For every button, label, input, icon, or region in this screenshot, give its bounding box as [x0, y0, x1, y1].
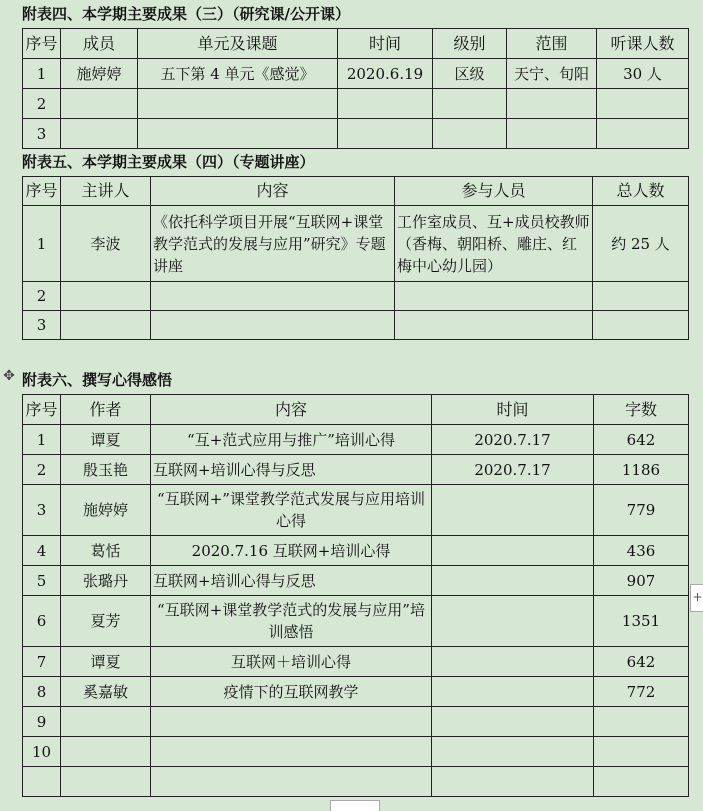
table-cell[interactable]: “互联网+课堂教学范式的发展与应用”培训感悟 [151, 596, 432, 647]
table-cell[interactable] [433, 119, 507, 149]
table6-header-cell: 作者 [61, 395, 151, 425]
table-cell[interactable]: 3 [23, 485, 61, 536]
table-cell[interactable] [23, 767, 61, 797]
table-cell[interactable]: 施婷婷 [61, 59, 138, 89]
table4-header-cell: 范围 [507, 29, 597, 59]
table-cell[interactable]: 772 [594, 677, 689, 707]
table-cell[interactable] [432, 737, 594, 767]
table-cell[interactable] [61, 311, 151, 340]
table-cell[interactable] [432, 707, 594, 737]
table-cell[interactable]: 葛恬 [61, 536, 151, 566]
table-row [23, 707, 689, 737]
table-row [23, 485, 689, 536]
table-cell[interactable]: 约 25 人 [593, 206, 689, 282]
table-cell[interactable] [432, 767, 594, 797]
table5-header-cell: 内容 [151, 177, 395, 206]
table-cell[interactable] [395, 311, 593, 340]
table-cell[interactable] [432, 566, 594, 596]
table-row [23, 455, 689, 485]
table-cell[interactable]: “互联网+”课堂教学范式发展与应用培训心得 [151, 485, 432, 536]
table5-header-cell: 序号 [23, 177, 61, 206]
table4-header-cell: 单元及课题 [138, 29, 338, 59]
table6-title: 附表六、撰写心得感悟 [22, 371, 173, 389]
table4-header-cell: 时间 [338, 29, 433, 59]
table-cell[interactable]: 2020.7.17 [432, 425, 594, 455]
table4-header-cell: 成员 [61, 29, 138, 59]
table-row [23, 425, 689, 455]
table4-header-cell: 级别 [433, 29, 507, 59]
table-row [23, 311, 689, 340]
table-cell[interactable]: 1351 [594, 596, 689, 647]
table-cell[interactable] [138, 119, 338, 149]
table-cell[interactable]: 谭夏 [61, 647, 151, 677]
table-row [23, 89, 689, 119]
table-cell[interactable] [432, 536, 594, 566]
table4-title: 附表四、本学期主要成果（三）（研究课/公开课） [22, 5, 350, 23]
table-cell[interactable]: 1 [23, 59, 61, 89]
table-cell[interactable] [61, 89, 138, 119]
table4-header-cell: 序号 [23, 29, 61, 59]
add-row-icon[interactable]: + [690, 584, 703, 612]
table5-header-row [23, 177, 689, 206]
table-cell[interactable]: 907 [594, 566, 689, 596]
table-cell[interactable]: 779 [594, 485, 689, 536]
table-cell[interactable]: 2020.7.16 互联网+培训心得 [151, 536, 432, 566]
table-cell[interactable] [61, 282, 151, 311]
table-cell[interactable]: 施婷婷 [61, 485, 151, 536]
table-cell[interactable] [433, 89, 507, 119]
table-cell[interactable] [432, 647, 594, 677]
table-cell[interactable]: 《依托科学项目开展“互联网+课堂教学范式的发展与应用”研究》专题讲座 [151, 206, 395, 282]
table-cell[interactable] [151, 767, 432, 797]
table-cell[interactable]: 436 [594, 536, 689, 566]
table-row [23, 737, 689, 767]
table6-header-cell: 时间 [432, 395, 594, 425]
table-cell[interactable] [597, 119, 689, 149]
table-cell[interactable] [593, 282, 689, 311]
table5-header-cell: 参与人员 [395, 177, 593, 206]
table-cell[interactable]: 4 [23, 536, 61, 566]
table-cell[interactable]: 互联网+培训心得与反思 [151, 566, 432, 596]
table-cell[interactable] [61, 737, 151, 767]
table-row [23, 536, 689, 566]
table-cell[interactable]: 1 [23, 206, 61, 282]
table-cell[interactable]: 2020.6.19 [338, 59, 433, 89]
table-cell[interactable]: 3 [23, 119, 61, 149]
table-cell[interactable]: 7 [23, 647, 61, 677]
table-cell[interactable]: 区级 [433, 59, 507, 89]
table-cell[interactable]: 2 [23, 455, 61, 485]
table-cell[interactable] [594, 767, 689, 797]
table-row [23, 566, 689, 596]
table-row [23, 282, 689, 311]
table-cell[interactable] [507, 119, 597, 149]
table6-header-row [23, 395, 689, 425]
table5-title: 附表五、本学期主要成果（四）（专题讲座） [22, 153, 315, 171]
table-cell[interactable] [507, 89, 597, 119]
table-cell[interactable]: 互联网+培训心得与反思 [151, 455, 432, 485]
table-cell[interactable]: 殷玉艳 [61, 455, 151, 485]
table-cell[interactable]: 3 [23, 311, 61, 340]
table-cell[interactable]: 642 [594, 425, 689, 455]
table6 [22, 394, 689, 797]
table-row [23, 767, 689, 797]
table4-header-row [23, 29, 689, 59]
table-cell[interactable] [432, 677, 594, 707]
table-cell[interactable] [597, 89, 689, 119]
table-cell[interactable] [432, 485, 594, 536]
table-cell[interactable]: 谭夏 [61, 425, 151, 455]
table-cell[interactable]: 9 [23, 707, 61, 737]
move-handle-icon[interactable]: ✥ [3, 368, 15, 384]
table-cell[interactable] [594, 737, 689, 767]
table5 [22, 176, 689, 340]
table-cell[interactable] [395, 282, 593, 311]
table-cell[interactable]: 2020.7.17 [432, 455, 594, 485]
table6-header-cell: 内容 [151, 395, 432, 425]
table-cell[interactable] [432, 596, 594, 647]
table6-header-cell: 序号 [23, 395, 61, 425]
table-cell[interactable]: 互联网＋培训心得 [151, 647, 432, 677]
table-cell[interactable] [61, 767, 151, 797]
table-cell[interactable]: 工作室成员、互+成员校教师（香梅、朝阳桥、雕庄、红梅中心幼儿园） [395, 206, 593, 282]
table-cell[interactable]: 夏芳 [61, 596, 151, 647]
table-row [23, 119, 689, 149]
table-cell[interactable] [61, 707, 151, 737]
table-cell[interactable]: 五下第 4 单元《感觉》 [138, 59, 338, 89]
table-cell[interactable] [338, 89, 433, 119]
table-cell[interactable]: “互+范式应用与推广”培训心得 [151, 425, 432, 455]
table-cell[interactable]: 张璐丹 [61, 566, 151, 596]
table-cell[interactable] [594, 707, 689, 737]
table-row [23, 596, 689, 647]
table-row [23, 59, 689, 89]
table-cell[interactable]: 疫情下的互联网教学 [151, 677, 432, 707]
table-cell[interactable]: 8 [23, 677, 61, 707]
table-cell[interactable]: 天宁、旬阳 [507, 59, 597, 89]
table-cell[interactable]: 1 [23, 425, 61, 455]
table-cell[interactable] [151, 282, 395, 311]
table-cell[interactable]: 李波 [61, 206, 151, 282]
table-cell[interactable] [151, 707, 432, 737]
table-cell[interactable]: 1186 [594, 455, 689, 485]
table-cell[interactable]: 奚嘉敏 [61, 677, 151, 707]
table-row [23, 647, 689, 677]
table-cell[interactable]: 6 [23, 596, 61, 647]
table5-header-cell: 主讲人 [61, 177, 151, 206]
table-cell[interactable] [61, 119, 138, 149]
table-cell[interactable]: 2 [23, 282, 61, 311]
table-cell[interactable]: 642 [594, 647, 689, 677]
table-cell[interactable] [151, 737, 432, 767]
table-row [23, 206, 689, 282]
scroll-tab[interactable] [330, 800, 380, 811]
table-cell[interactable]: 2 [23, 89, 61, 119]
table4 [22, 28, 689, 149]
table-cell[interactable] [593, 311, 689, 340]
table6-header-cell: 字数 [594, 395, 689, 425]
table-cell[interactable] [338, 119, 433, 149]
table-cell[interactable]: 30 人 [597, 59, 689, 89]
table-cell[interactable]: 5 [23, 566, 61, 596]
table-row [23, 677, 689, 707]
table-cell[interactable] [138, 89, 338, 119]
table-cell[interactable] [151, 311, 395, 340]
table5-header-cell: 总人数 [593, 177, 689, 206]
table4-header-cell: 听课人数 [597, 29, 689, 59]
table-cell[interactable]: 10 [23, 737, 61, 767]
